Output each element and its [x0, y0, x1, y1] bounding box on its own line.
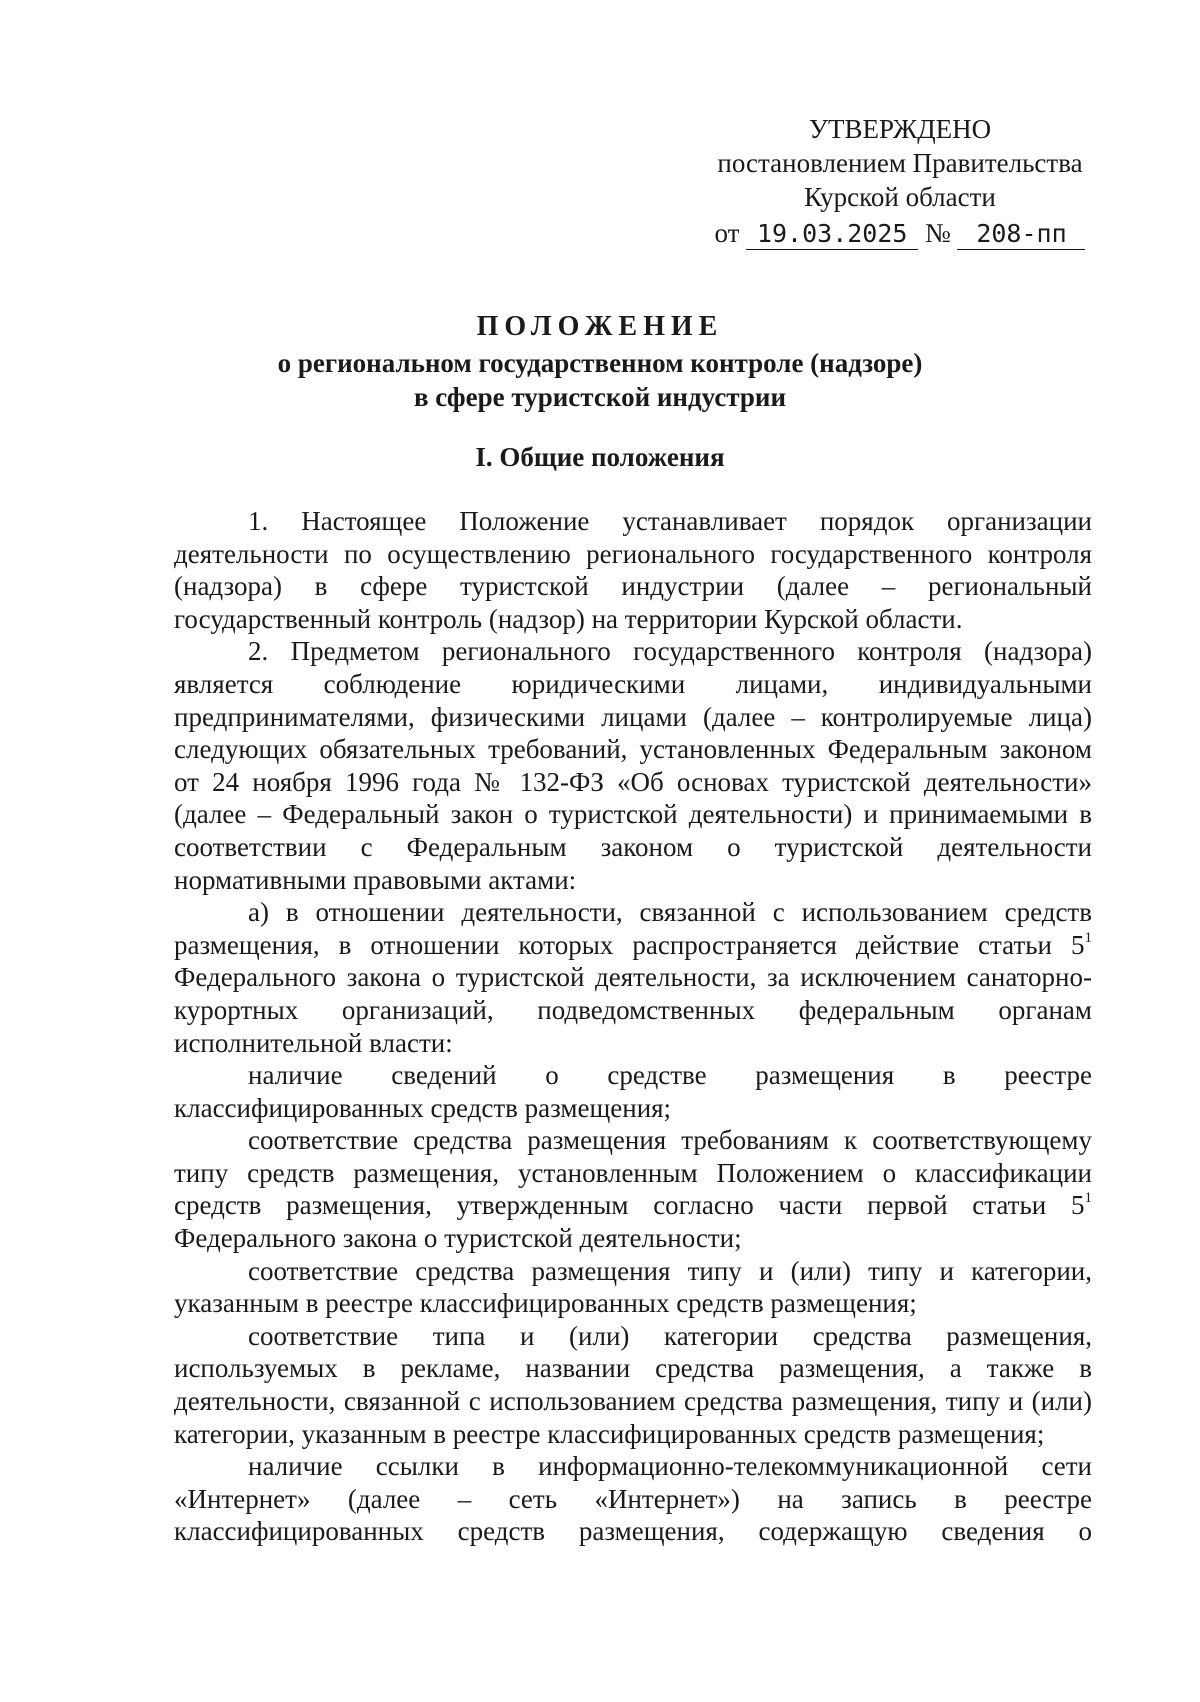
paragraph-3-superscript: 1	[1084, 929, 1092, 946]
paragraph-1: 1. Настоящее Положение устанавливает порядок организации деятельности по осуществлению регионального государственного контроля (надзора) в сфере туристской индустрии (далее – региональный государственный контроль (надзор) на территории Курской области.	[174, 506, 1092, 634]
paragraph-8: наличие ссылки в информационно-телекоммуникационной сети «Интернет» (далее – сеть «Интернет») на запись в реестре классифицированных средств размещения, содержащую сведения о	[174, 1451, 1092, 1547]
paragraph-5-superscript: 1	[1084, 1190, 1092, 1207]
section-heading: I. Общие положения	[475, 442, 725, 472]
approval-number: 208-пп	[957, 219, 1085, 250]
document-title: ПОЛОЖЕНИЕ	[476, 311, 724, 342]
paragraph-2: 2. Предметом регионального государственного контроля (надзора) является соблюдение юридическими лицами, индивидуальными предпринимателями, физическими лицами (далее – контролируемые лица) следующих обязательных требований, установленных Федеральным законом от 24 ноября 1996 года № 132-ФЗ «Об основах туристской деятельности» (далее – Федеральный закон о туристской деятельности) и принимаемыми в соответствии с Федеральным законом о туристской деятельности нормативными правовыми актами:	[174, 636, 1092, 895]
paragraph-3-text-b: Федерального закона о туристской деятельности, за исключением санаторно-курортных организаций, подведомственных федеральным органам исполнительной власти:	[174, 962, 1092, 1058]
document-body	[174, 505, 1092, 1548]
paragraph-7: соответствие типа и (или) категории средства размещения, используемых в рекламе, названии средства размещения, а также в деятельности, связанной с использованием средства размещения, типу и (или) категории, указанным в реестре классифицированных средств размещения;	[174, 1320, 1092, 1449]
subtitle-line-1: о региональном государственном контроле (надзоре)	[277, 348, 923, 378]
document-subtitle	[0, 346, 1200, 414]
approved-label: УТВЕРЖДЕНО	[808, 114, 992, 144]
approval-date: 19.03.2025	[746, 219, 918, 250]
approval-line-2: Курской области	[804, 182, 996, 212]
paragraph-4: наличие сведений о средстве размещения в реестре классифицированных средств размещения;	[174, 1060, 1092, 1123]
approval-line-1: постановлением Правительства	[717, 148, 1083, 178]
paragraph-6: соответствие средства размещения типу и (или) типу и категории, указанным в реестре классифицированных средств размещения;	[174, 1255, 1092, 1319]
approval-block	[690, 112, 1110, 250]
paragraph-5	[174, 1124, 1092, 1254]
from-label: от	[714, 218, 740, 248]
paragraph-5-text-a: соответствие средства размещения требованиям к соответствующему типу средств размещения, установленным Положением о классификации средств размещения, утвержденным согласно части первой статьи 5	[174, 1125, 1092, 1221]
subtitle-line-2: в сфере туристской индустрии	[413, 382, 787, 412]
approval-reference	[690, 216, 1110, 250]
paragraph-3	[174, 896, 1092, 1059]
number-label: №	[924, 218, 951, 248]
paragraph-3-text-a: а) в отношении деятельности, связанной с использованием средств размещения, в отношении которых распространяется действие статьи 5	[174, 897, 1092, 960]
paragraph-5-text-b: Федерального закона о туристской деятельности;	[174, 1223, 742, 1254]
